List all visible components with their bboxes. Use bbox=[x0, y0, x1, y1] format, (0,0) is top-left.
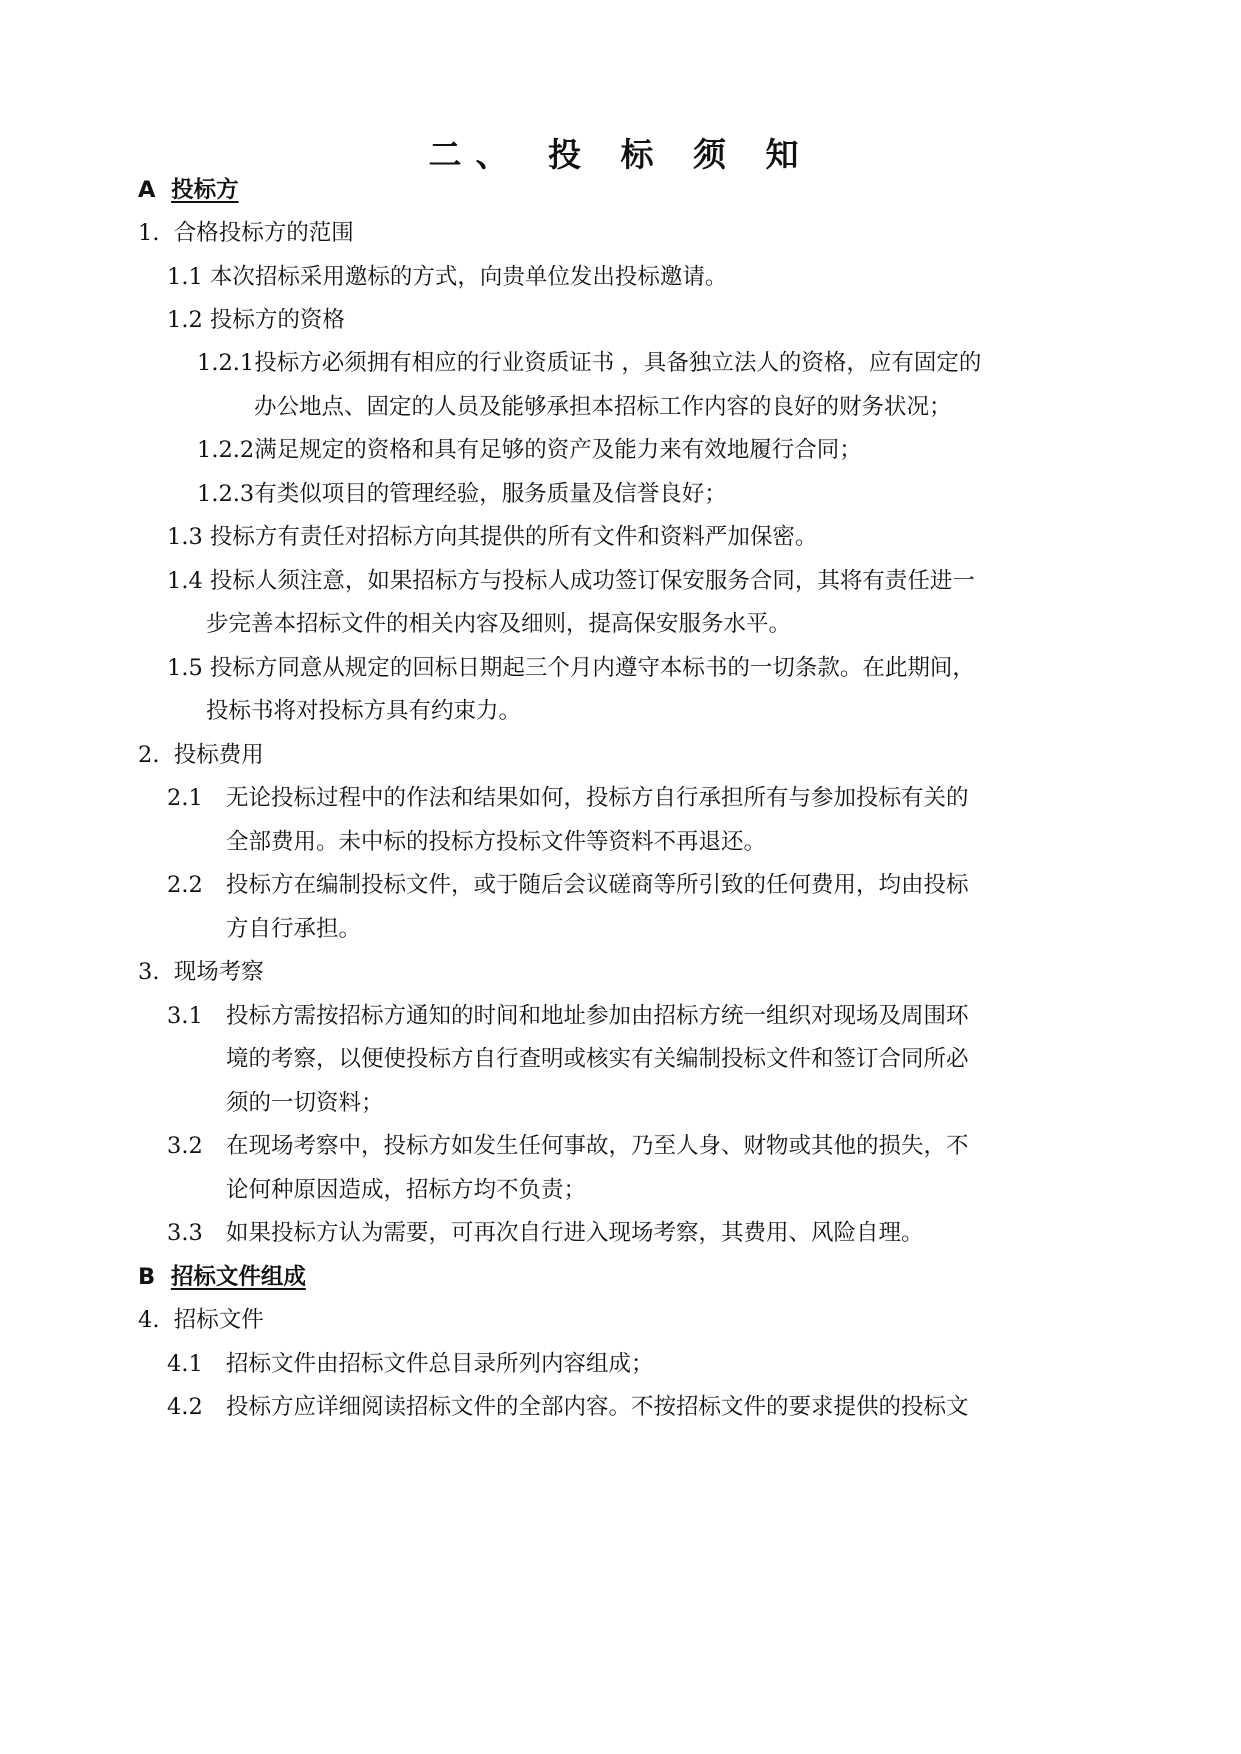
clause-3-1-line3: 须的一切资料； bbox=[226, 1090, 384, 1116]
clause-title: 招标文件 bbox=[173, 1307, 264, 1333]
clause-title: 合格投标方的范围 bbox=[173, 220, 354, 246]
clause-2-1-number: 2.1 bbox=[167, 785, 203, 811]
clause-2-1-line2: 全部费用。未中标的投标方投标文件等资料不再退还。 bbox=[226, 829, 767, 855]
clause-4-heading bbox=[138, 1305, 264, 1335]
clause-1-2-2: 1.2.2满足规定的资格和具有足够的资产及能力来有效地履行合同； bbox=[197, 437, 862, 463]
clause-2-2-line2: 方自行承担。 bbox=[226, 916, 362, 942]
clause-3-1-line1: 投标方需按招标方通知的时间和地址参加由招标方统一组织对现场及周围环 bbox=[226, 1003, 969, 1029]
clause-1-2-3: 1.2.3有类似项目的管理经验，服务质量及信誉良好； bbox=[197, 481, 727, 507]
clause-3-3-line1: 如果投标方认为需要，可再次自行进入现场考察，其费用、风险自理。 bbox=[226, 1220, 924, 1246]
clause-3-1-line2: 境的考察，以便使投标方自行查明或核实有关编制投标文件和签订合同所必 bbox=[226, 1046, 969, 1072]
section-letter: A bbox=[138, 177, 156, 203]
section-title: 招标文件组成 bbox=[170, 1264, 306, 1290]
clause-4-1-number: 4.1 bbox=[167, 1351, 203, 1377]
clause-number: 1. bbox=[138, 220, 160, 246]
clause-3-1-number: 3.1 bbox=[167, 1003, 203, 1029]
clause-4-2-number: 4.2 bbox=[167, 1394, 203, 1420]
section-letter: B bbox=[138, 1264, 156, 1290]
clause-2-2-number: 2.2 bbox=[167, 872, 203, 898]
clause-number: 3. bbox=[138, 959, 160, 985]
clause-1-3: 1.3 投标方有责任对招标方向其提供的所有文件和资料严加保密。 bbox=[167, 524, 818, 550]
clause-2-2-line1: 投标方在编制投标文件，或于随后会议磋商等所引致的任何费用，均由投标 bbox=[226, 872, 969, 898]
clause-4-2-line1: 投标方应详细阅读招标文件的全部内容。不按招标文件的要求提供的投标文 bbox=[226, 1394, 969, 1420]
clause-number: 2. bbox=[138, 742, 160, 768]
clause-2-heading bbox=[138, 740, 264, 770]
clause-3-heading bbox=[138, 957, 264, 987]
clause-number: 4. bbox=[138, 1307, 160, 1333]
clause-title: 投标费用 bbox=[173, 742, 264, 768]
clause-title: 现场考察 bbox=[173, 959, 264, 985]
clause-1-1: 1.1 本次招标采用邀标的方式，向贵单位发出投标邀请。 bbox=[167, 264, 728, 290]
clause-3-3-number: 3.3 bbox=[167, 1220, 203, 1246]
clause-1-2-1-line2: 办公地点、固定的人员及能够承担本招标工作内容的良好的财务状况； bbox=[254, 394, 952, 420]
clause-1-5-line1: 1.5 投标方同意从规定的回标日期起三个月内遵守本标书的一切条款。在此期间， bbox=[167, 655, 975, 681]
clause-1-2: 1.2 投标方的资格 bbox=[167, 307, 345, 333]
clause-3-2-line2: 论何种原因造成，招标方均不负责； bbox=[226, 1177, 587, 1203]
page-title: 二、 投 标 须 知 bbox=[428, 135, 813, 174]
clause-3-2-number: 3.2 bbox=[167, 1133, 203, 1159]
clause-1-5-line2: 投标书将对投标方具有约束力。 bbox=[206, 698, 522, 724]
clause-1-heading bbox=[138, 218, 354, 248]
clause-4-1-line1: 招标文件由招标文件总目录所列内容组成； bbox=[226, 1351, 654, 1377]
section-title: 投标方 bbox=[171, 177, 239, 203]
clause-1-4-line2: 步完善本招标文件的相关内容及细则，提高保安服务水平。 bbox=[206, 611, 792, 637]
section-b-heading bbox=[138, 1262, 306, 1292]
clause-3-2-line1: 在现场考察中，投标方如发生任何事故，乃至人身、财物或其他的损失，不 bbox=[226, 1133, 969, 1159]
clause-1-4-line1: 1.4 投标人须注意，如果招标方与投标人成功签订保安服务合同，其将有责任进一 bbox=[167, 568, 975, 594]
clause-1-2-1-line1: 1.2.1投标方必须拥有相应的行业资质证书 ，具备独立法人的资格，应有固定的 bbox=[197, 350, 982, 376]
section-a-heading bbox=[138, 175, 239, 205]
clause-2-1-line1: 无论投标过程中的作法和结果如何，投标方自行承担所有与参加投标有关的 bbox=[226, 785, 969, 811]
